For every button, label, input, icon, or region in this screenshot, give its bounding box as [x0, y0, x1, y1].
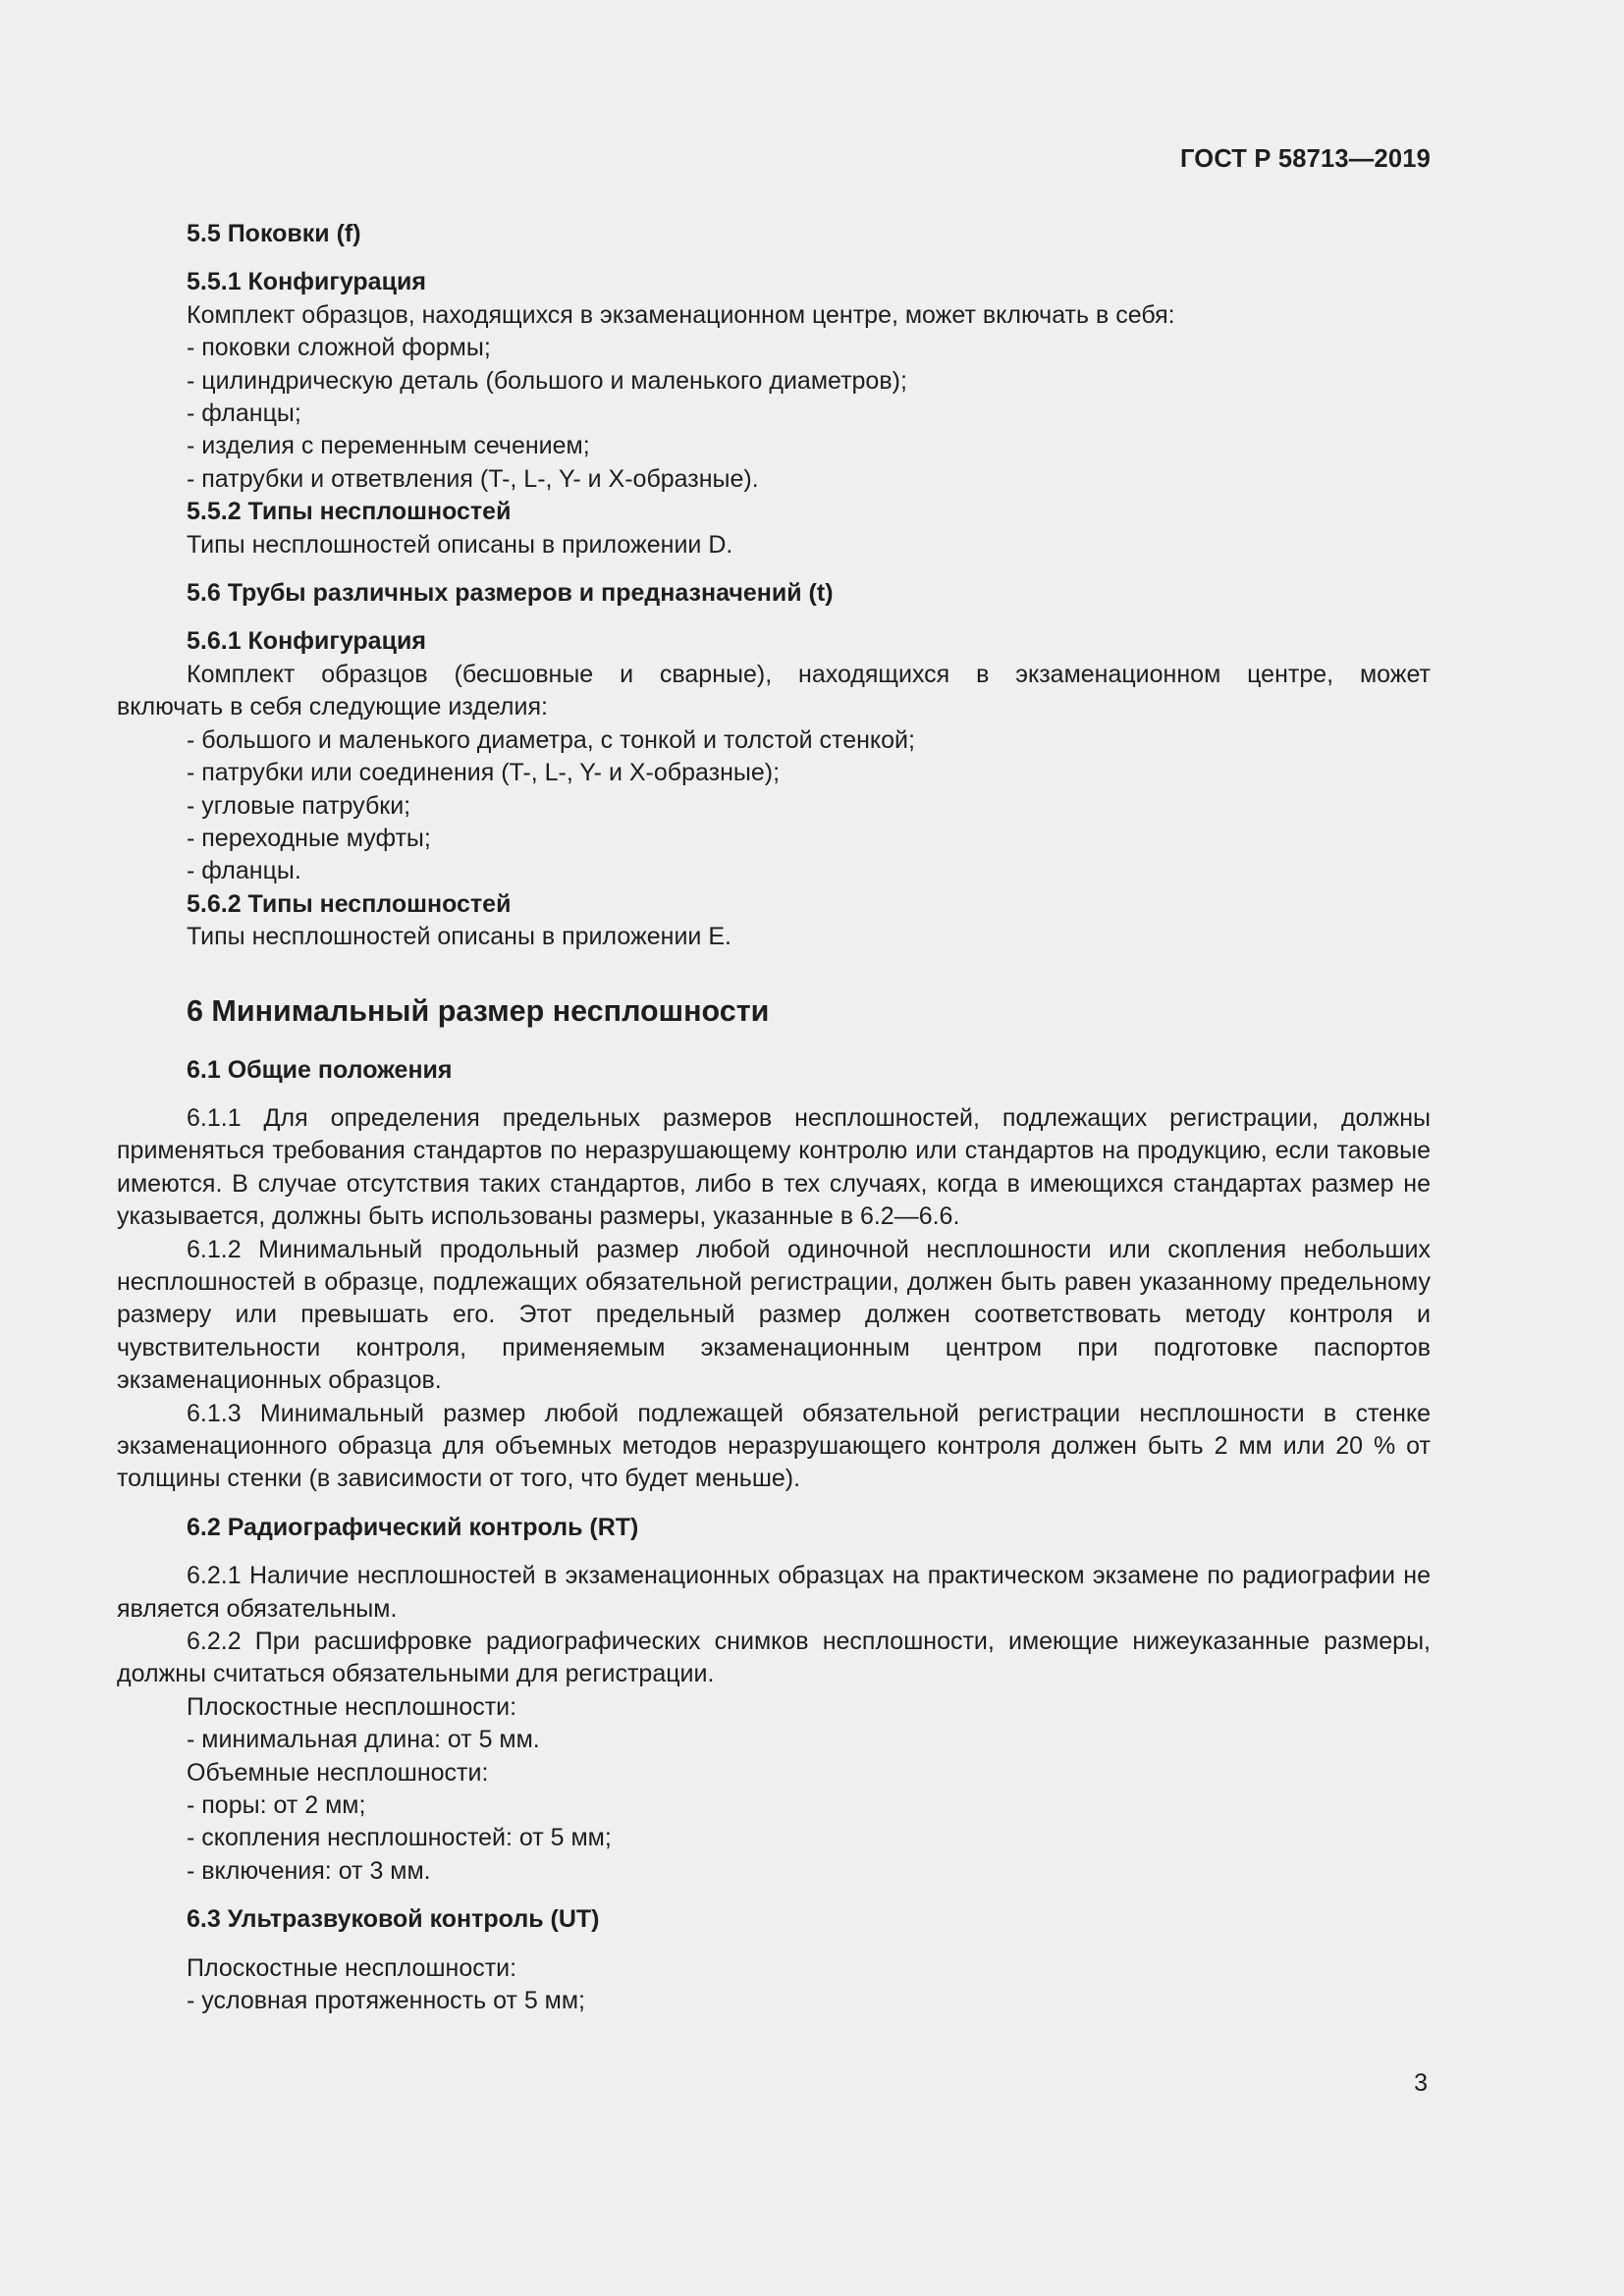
- paragraph-5-6-2: Типы несплошностей описаны в приложении Е.: [187, 923, 731, 951]
- list-item: - фланцы;: [187, 400, 301, 428]
- subsection-title-5-6-1: 5.6.1 Конфигурация: [187, 627, 426, 656]
- document-body: [117, 218, 1431, 2018]
- subsection-title-5-6-2: 5.6.2 Типы несплошностей: [187, 889, 512, 918]
- list-item: - большого и маленького диаметра, с тонкой и толстой стенкой;: [187, 725, 915, 754]
- paragraph-6-2-1: 6.2.1 Наличие несплошностей в экзаменационных образцах на практическом экзамене по радиографии не является обязательным.: [117, 1562, 1431, 1623]
- list-item: - угловые патрубки;: [187, 791, 411, 820]
- list-item: - включения: от 3 мм.: [187, 1856, 431, 1885]
- paragraph-6-1-1: 6.1.1 Для определения предельных размеров несплошностей, подлежащих регистрации, должны применяться требования стандартов по неразрушающему контролю или стандартов на продукцию, если таковые имеются. В случае отсутствия таких стандартов, либо в тех случаях, когда в имеющихся стандартах размер не указывается, должны быть использованы размеры, указанные в 6.2—6.6.: [117, 1103, 1431, 1231]
- list-item: - минимальная длина: от 5 мм.: [187, 1726, 540, 1754]
- list-item: - патрубки или соединения (T-, L-, Y- и X-образные);: [187, 759, 781, 787]
- section-title-5-5: 5.5 Поковки (f): [187, 220, 361, 247]
- list-item: - изделия с переменным сечением;: [187, 432, 590, 460]
- section-title-5-6: 5.6 Трубы различных размеров и предназначений (t): [187, 579, 834, 608]
- paragraph-5-6-1-intro-line2: включать в себя следующие изделия:: [117, 693, 548, 721]
- ut-planar-defects-label: Плоскостные несплошности:: [187, 1953, 517, 1982]
- page-number: 3: [1414, 2069, 1428, 2097]
- list-item: - цилиндрическую деталь (большого и маленького диаметров);: [187, 366, 907, 395]
- paragraph-5-5-2: Типы несплошностей описаны в приложении D.: [187, 530, 733, 559]
- list-item: - скопления несплошностей: от 5 мм;: [187, 1824, 612, 1852]
- planar-defects-label: Плоскостные несплошности:: [187, 1692, 517, 1721]
- paragraph-6-1-3: 6.1.3 Минимальный размер любой подлежащей обязательной регистрации несплошности в стенке экзаменационного образца для объемных методов неразрушающего контроля должен быть 2 мм или 20 % от толщины стенки (в зависимости от того, что будет меньше).: [117, 1399, 1431, 1493]
- paragraph-5-6-1-intro-line1: Комплект образцов (бесшовные и сварные), находящихся в экзаменационном центре, может: [187, 660, 1431, 688]
- subsection-title-5-5-2: 5.5.2 Типы несплошностей: [187, 498, 512, 526]
- section-title-6-1: 6.1 Общие положения: [187, 1055, 453, 1084]
- paragraph-6-2-2: 6.2.2 При расшифровке радиографических снимков несплошности, имеющие нижеуказанные размеры, должны считаться обязательными для регистрации.: [117, 1628, 1431, 1688]
- volume-defects-label: Объемные несплошности:: [187, 1758, 489, 1787]
- section-title-6-2: 6.2 Радиографический контроль (RT): [187, 1513, 639, 1541]
- paragraph-5-5-1-intro: Комплект образцов, находящихся в экзаменационном центре, может включать в себя:: [187, 300, 1175, 329]
- chapter-title-6: 6 Минимальный размер несплошности: [187, 993, 770, 1028]
- document-code: ГОСТ Р 58713—2019: [1179, 145, 1431, 173]
- list-item: - патрубки и ответвления (T-, L-, Y- и X-образные).: [187, 464, 759, 493]
- list-item: - поры: от 2 мм;: [187, 1791, 366, 1820]
- section-title-6-3: 6.3 Ультразвуковой контроль (UT): [187, 1905, 600, 1934]
- list-item: - поковки сложной формы;: [187, 334, 491, 362]
- subsection-title-5-5-1: 5.5.1 Конфигурация: [187, 268, 426, 296]
- list-item: - условная протяженность от 5 мм;: [187, 1987, 586, 2015]
- list-item: - переходные муфты;: [187, 824, 431, 852]
- paragraph-6-1-2: 6.1.2 Минимальный продольный размер любой одиночной несплошности или скопления небольших несплошностей в образце, подлежащих обязательной регистрации, должен быть равен указанному предельному размеру или превышать его. Этот предельный размер должен соответствовать методу контроля и чувствительности контроля, применяемым экзаменационным центром при подготовке паспортов экзаменационных образцов.: [117, 1235, 1431, 1395]
- list-item: - фланцы.: [187, 857, 301, 885]
